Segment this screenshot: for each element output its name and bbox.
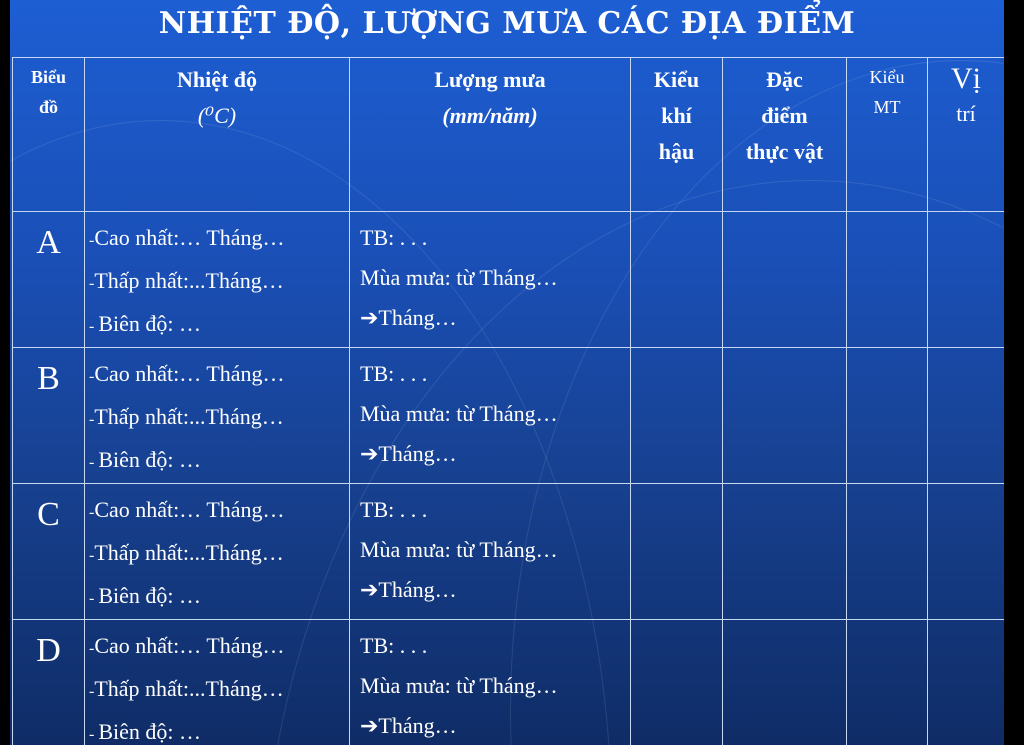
rainfall-cell: TB: . . . Mùa mưa: từ Tháng… ➔Tháng… [350,212,631,348]
temperature-cell: -Cao nhất:… Tháng… -Thấp nhất:...Tháng… - Biên độ: … [85,212,350,348]
vegetation-cell[interactable] [723,212,847,348]
row-label: A [13,212,85,348]
header-vi-tri: Vị trí [928,58,1005,212]
table-row [13,212,1005,348]
temperature-cell: -Cao nhất:… Tháng… -Thấp nhất:...Tháng… - Biên độ: … [85,484,350,620]
environment-type-cell[interactable] [847,212,928,348]
header-row [13,58,1005,212]
row-label: B [13,348,85,484]
header-luong-mua: Lượng mưa (mm/năm) [350,58,631,212]
rainfall-cell: TB: . . . Mùa mưa: từ Tháng… ➔Tháng… [350,620,631,745]
slide [10,0,1004,745]
rainfall-cell: TB: . . . Mùa mưa: từ Tháng… ➔Tháng… [350,348,631,484]
location-cell[interactable] [928,212,1005,348]
row-label: D [13,620,85,745]
table-row [13,348,1005,484]
table-row [13,620,1005,745]
environment-type-cell[interactable] [847,620,928,745]
data-table [12,57,1004,745]
environment-type-cell[interactable] [847,484,928,620]
rainfall-cell: TB: . . . Mùa mưa: từ Tháng… ➔Tháng… [350,484,631,620]
header-nhiet-do: Nhiệt độ (⁰C) [85,58,350,212]
header-kieu-khi-hau: Kiểu khí hậu [631,58,723,212]
vegetation-cell[interactable] [723,620,847,745]
header-kieu-mt: Kiểu MT [847,58,928,212]
header-dac-diem-thuc-vat: Đặc điểm thực vật [723,58,847,212]
table-row [13,484,1005,620]
location-cell[interactable] [928,484,1005,620]
climate-type-cell[interactable] [631,484,723,620]
location-cell[interactable] [928,620,1005,745]
temperature-cell: -Cao nhất:… Tháng… -Thấp nhất:...Tháng… - Biên độ: … [85,348,350,484]
climate-type-cell[interactable] [631,212,723,348]
climate-type-cell[interactable] [631,620,723,745]
row-label: C [13,484,85,620]
vegetation-cell[interactable] [723,348,847,484]
vegetation-cell[interactable] [723,484,847,620]
climate-type-cell[interactable] [631,348,723,484]
environment-type-cell[interactable] [847,348,928,484]
header-bieu-do: Biểu đồ [13,58,85,212]
temperature-cell: -Cao nhất:… Tháng… -Thấp nhất:...Tháng… - Biên độ: … [85,620,350,745]
location-cell[interactable] [928,348,1005,484]
slide-title: NHIỆT ĐỘ, LƯỢNG MƯA CÁC ĐỊA ĐIỂM [158,6,856,41]
